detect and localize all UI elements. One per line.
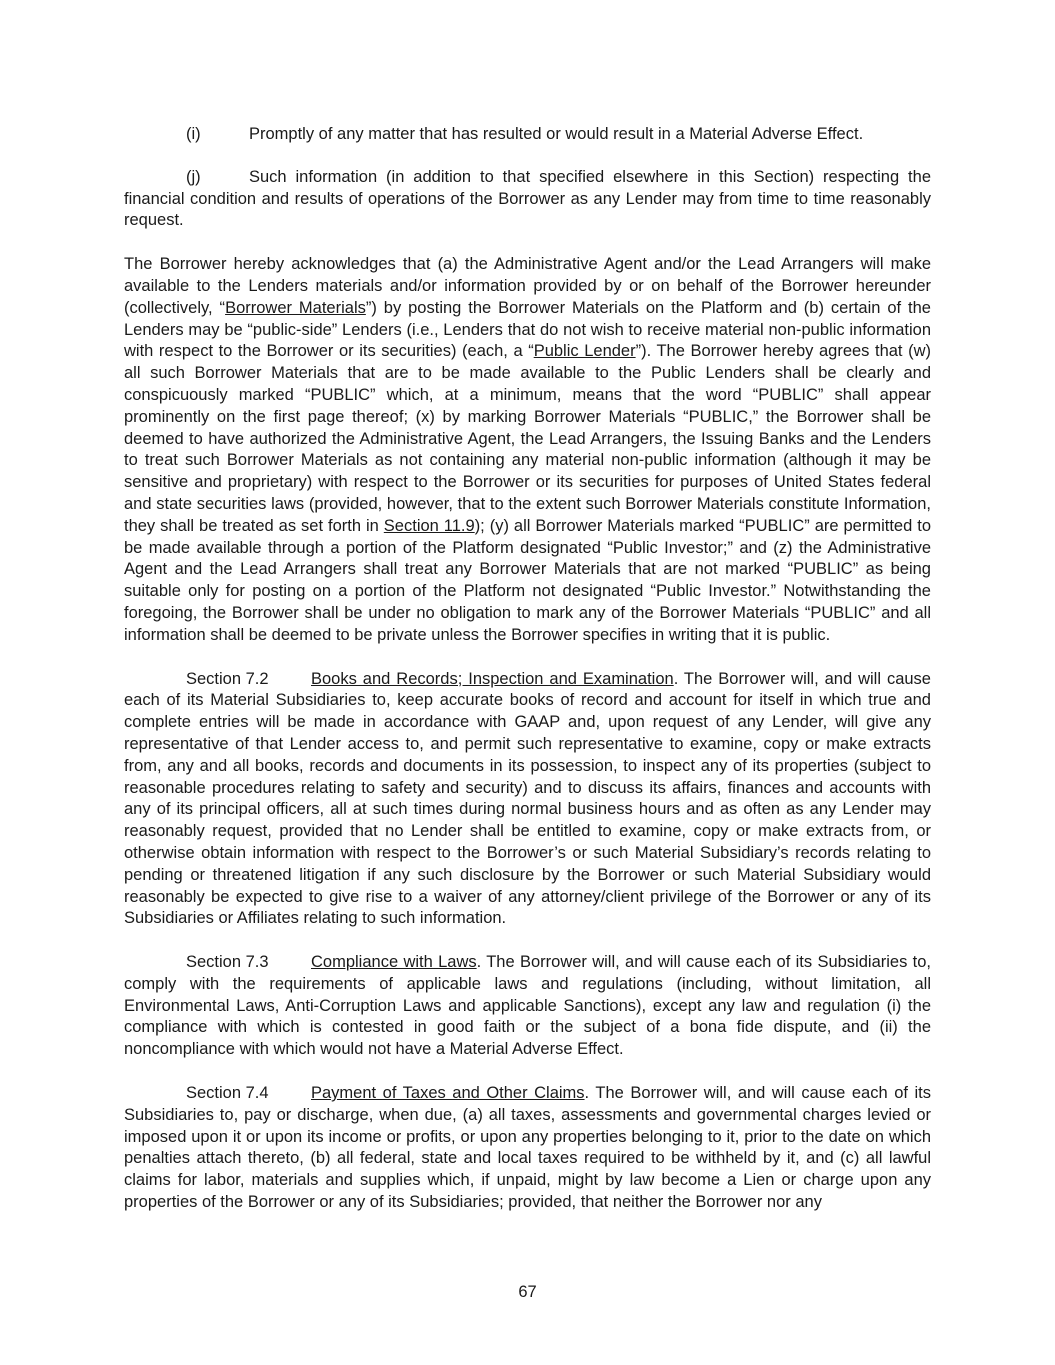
section-title: Compliance with Laws (311, 953, 477, 972)
item-text: Such information (in addition to that specified elsewhere in this Section) respecting the financial condition and results of operations of the Borrower as any Lender may from time to time reasonably request. (124, 167, 931, 230)
section-7-4 (124, 1083, 931, 1214)
section-number: Section 7.2 (186, 669, 269, 688)
section-body: . The Borrower will, and will cause each of its Subsidiaries to, pay or discharge, when due, (a) all taxes, assessments and governmental charges levied or imposed upon it or upon its income or profits, or upon any properties belonging to it, prior to the date on which penalties attach thereto, (b) all federal, state and local taxes required to be withheld by it, and (c) all lawful claims for labor, materials and supplies which, if unpaid, might by law become a Lien or charge upon any properties of the Borrower or any of its Subsidiaries; provided, that neither the Borrower nor any (124, 1084, 931, 1212)
section-body: . The Borrower will, and will cause each of its Material Subsidiaries to, keep accurate books of record and account for itself in which true and complete entries will be made in accordance with GAAP and, upon request of any Lender, will give any representative of that Lender access to, and permit such representative to examine, copy or make extracts from, any and all books, records and documents in its possession, to inspect any of its properties (subject to reasonable procedures relating to safety and security) and to discuss its affairs, finances and accounts with any of its principal officers, all at such times during normal business hours and as often as any Lender may reasonably request, provided that no Lender shall be entitled to examine, copy or make extracts from, or otherwise obtain information with respect to the Borrower’s or such Material Subsidiary’s records relating to pending or threatened litigation if any such disclosure by the Borrower or such Material Subsidiary would reasonably be expected to give rise to a waiver of any attorney/client privilege of the Borrower or any of its Subsidiaries or Affiliates relating to such information. (124, 669, 931, 928)
defined-term-borrower-materials: Borrower Materials (225, 298, 366, 317)
section-7-3 (124, 952, 931, 1061)
section-number: Section 7.3 (186, 953, 269, 972)
paragraph-text: ); (y) all Borrower Materials marked “PUBLIC” are permitted to be made available through a portion of the Platform designated “Public Investor;” and (z) the Administrative Agent and the Lead Arrangers shall treat any Borrower Materials that are not marked “PUBLIC” as being suitable only for posting on a portion of the Platform not designated “Public Investor.” Notwithstanding the foregoing, the Borrower shall be under no obligation to mark any of the Borrower Materials “PUBLIC” and all information shall be deemed to be private unless the Borrower specifies in writing that it is public. (124, 516, 931, 644)
section-body: . The Borrower will, and will cause each of its Subsidiaries to, comply with the requirements of applicable laws and regulations (including, without limitation, all Environmental Laws, Anti-Corruption Laws and applicable Sanctions), except any law and regulation (i) the compliance with which is contested in good faith or the subject of a bona fide dispute, and (ii) the noncompliance with which would not have a Material Adverse Effect. (124, 953, 931, 1059)
document-page (124, 124, 931, 1214)
paragraph-text: ”). The Borrower hereby agrees that (w) all such Borrower Materials that are to be made available to the Public Lenders shall be clearly and conspicuously marked “PUBLIC” which, at a minimum, means that the word “PUBLIC” shall appear prominently on the first page thereof; (x) by marking Borrower Materials “PUBLIC,” the Borrower shall be deemed to have authorized the Administrative Agent, the Lead Arrangers, the Issuing Banks and the Lenders to treat such Borrower Materials as not containing any material non-public information (although it may be sensitive and proprietary) with respect to the Borrower or its securities for purposes of United States federal and state securities laws (provided, however, that to the extent such Borrower Materials constitute Information, they shall be treated as set forth in (124, 342, 931, 535)
section-number: Section 7.4 (186, 1084, 269, 1103)
borrower-materials-paragraph (124, 254, 931, 646)
section-reference: Section 11.9 (383, 516, 475, 535)
section-title: Books and Records; Inspection and Examination (311, 669, 674, 688)
defined-term-public-lender: Public Lender (533, 342, 636, 361)
section-7-2 (124, 669, 931, 931)
section-title: Payment of Taxes and Other Claims (311, 1084, 585, 1103)
item-label: (j) (186, 167, 201, 186)
item-i (124, 124, 931, 146)
item-label: (i) (186, 125, 201, 143)
paragraph-text: ”) by posting the Borrower Materials on the Platform and (b) certain of the Lenders may be “public-side” Lenders (i.e., Lenders that do not wish to receive material non-public information with respect to the Borrower or its securities) (each, a “ (124, 298, 931, 361)
item-text: Promptly of any matter that has resulted or would result in a Material Adverse Effect. (249, 125, 864, 143)
paragraph-text: The Borrower hereby acknowledges that (a) the Administrative Agent and/or the Lead Arrangers will make available to the Lenders materials and/or information provided by or on behalf of the Borrower hereunder (collectively, “ (124, 255, 931, 317)
page-number: 67 (518, 1283, 537, 1301)
item-j (124, 167, 931, 232)
